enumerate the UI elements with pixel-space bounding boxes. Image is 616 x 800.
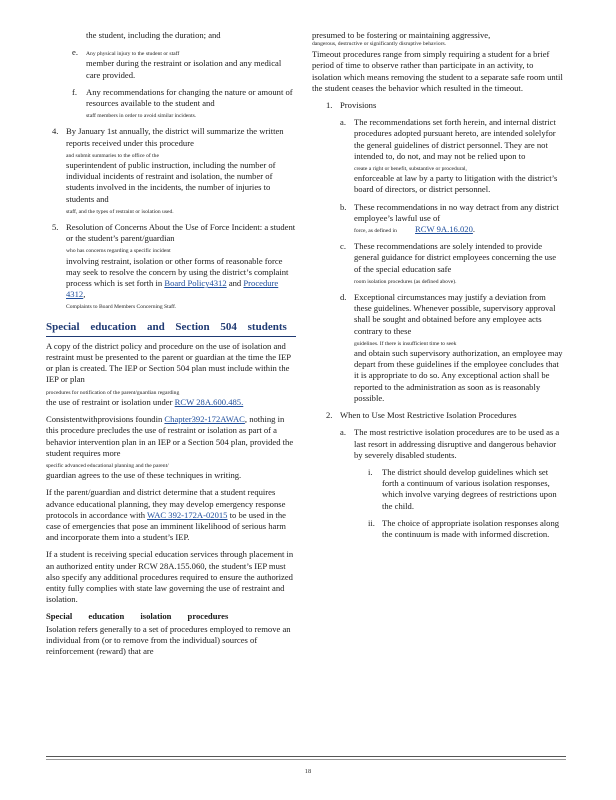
list-marker: 5. — [52, 222, 59, 233]
para-text-rest: guardian agrees to the use of these techniques in writing. — [46, 470, 242, 481]
page-number: 18 — [304, 768, 312, 775]
para-text: , nothing in this procedure precludes the use of restraint or isolation as part of a behavior intervention plan in an IEP or a Section 504 plan, provided the student requires more — [46, 414, 294, 458]
item-label: Provisions — [340, 100, 377, 111]
para-lead: Consistentwithprovisions foundin — [46, 414, 163, 425]
item-text: Any recommendations for changing the nature or amount of resources available to the student and — [86, 86, 293, 109]
wac-link[interactable]: WAC 392-172A-02015 — [147, 509, 228, 520]
para-text: A copy of the district policy and procedure on the use of isolation and restraint must be presented to the parent or guardian at the time the IEP or plan is created. The IEP or Section 504 plan must include within the IEP or plan — [46, 340, 291, 385]
small-text: Any physical injury to the student or staff — [86, 51, 180, 58]
list-marker: a. — [340, 427, 346, 438]
small-text: who has concerns regarding a specific incident — [66, 248, 171, 255]
small-text: staff, and the types of restraint or isolation used. — [66, 208, 174, 215]
paragraph-iep-copy — [46, 341, 296, 408]
footer-rule-thin — [46, 759, 566, 760]
paragraph-timeout: Timeout procedures range from simply requiring a student for a brief period of time to observe rather than participate in an activity, to isolation which means removing the student to a separate safe room until the student ceases the behavior which resulted in the timeout. — [312, 49, 563, 93]
list-item-1a — [340, 117, 564, 195]
list-item-2a-i — [368, 467, 564, 512]
para-text-rest: the use of restraint or isolation under — [46, 396, 173, 407]
item-text: Resolution of Concerns About the Use of Force Incident: a student or the student’s parent/guardian — [66, 222, 296, 244]
list-item-2a-ii — [368, 518, 564, 540]
list-item-f — [72, 87, 296, 121]
paragraph-consistent — [46, 414, 296, 481]
list-marker: e. — [72, 47, 78, 58]
item-text-rest: superintendent of public instruction, including the number of individual incidents of restraint and isolation, the number of students involved in the incidents, the number of injuries to students and — [66, 160, 276, 204]
wac-chapter-link[interactable]: Chapter392-172AWAC — [164, 414, 245, 425]
small-text: procedures for notification of the parent/guardian regarding — [46, 389, 180, 396]
rcw-9a-link[interactable]: RCW 9A.16.020 — [415, 224, 473, 235]
list-item-5 — [52, 222, 296, 312]
list-marker: i. — [368, 466, 373, 477]
list-marker: f. — [72, 86, 78, 97]
left-column — [46, 30, 296, 663]
item-text: The recommendations set forth herein, and internal district procedures adopted pursuant hereto, are intended solelyfor the general guidelines of district personnel. They are not intended to, do not, and may not be relied upon to — [354, 117, 556, 161]
item-text: These recommendations are solely intended to provide general guidance for district employees concerning the use of the special education safe — [354, 241, 557, 274]
para-text: If the parent/guardian and district determine that a student requires advance educational planning, they may develop emergency response protocols in accordance with — [46, 487, 286, 520]
board-policy-link[interactable]: Board Policy4312 — [164, 278, 227, 289]
list-marker: c. — [340, 241, 346, 252]
paragraph-isolation: Isolation refers generally to a set of procedures employed to remove an individual from (or to remove from the individual) sources of reinforcement (reward) that are — [46, 623, 291, 656]
list-item-2 — [326, 410, 564, 421]
item-text: Exceptional circumstances may justify a deviation from these guidelines. Whenever possible, supervisory approval shall be sought and obtained before any employee acts contrary to these — [354, 292, 556, 336]
item-text-rest: enforceable at law by a party to litigation with the district’s board of directors, or district personnel. — [354, 173, 558, 195]
item-label: When to Use Most Restrictive Isolation Procedures — [340, 410, 517, 421]
item-text-rest: and obtain such supervisory authorization, an employee may depart from these guidelines if the employee concludes that it is appropriate to do so. Any exceptional action shall be reported to the administration as soon as is reasonably possible. — [354, 348, 563, 403]
paragraph-authorized-entity: If a student is receiving special education services through placement in an authorized entity under RCW 28A.155.060, the student’s IEP must also specify any additional procedures required to ensure the authorized entity fully complies with state law governing the use of restraint and isolation. — [46, 549, 294, 605]
conjunction: and — [228, 278, 242, 289]
small-text: create a right or benefit, substantive or procedural, — [354, 166, 467, 173]
list-item-1 — [326, 100, 564, 111]
item-text-rest: involving restraint, isolation or other forms of reasonable force may seek to resolve the concern by using the district’s complaint process which is set forth in — [66, 255, 289, 289]
small-text: force, as defined in — [354, 228, 397, 235]
list-item-4 — [52, 126, 296, 216]
continued-text: the student, including the duration; and — [86, 30, 221, 40]
footer-rule — [46, 756, 566, 757]
list-marker: b. — [340, 201, 347, 212]
item-text: member during the restraint or isolation and any medical care provided. — [86, 58, 282, 80]
item-text: The choice of appropriate isolation responses along the continuum is made with informed discretion. — [382, 517, 560, 539]
subheading: Special education isolation procedures — [46, 611, 229, 622]
list-marker: d. — [340, 292, 347, 303]
period: . — [472, 224, 476, 235]
small-text: dangerous, destructive or significantly disruptive behaviors. — [312, 41, 447, 48]
continued-text: presumed to be fostering or maintaining aggressive, — [312, 30, 491, 40]
small-text: staff members in order to avoid similar incidents. — [86, 113, 197, 120]
right-column — [312, 30, 564, 546]
paragraph-advance-planning — [46, 487, 296, 543]
small-text: Complaints to Board Members Concerning Staff. — [66, 304, 177, 311]
list-item-1c — [340, 241, 564, 286]
item-text: The district should develop guidelines which set forth a continuum of various isolation responses, which involve varying degrees of restrictions upon the child. — [382, 466, 557, 511]
list-marker: ii. — [368, 517, 375, 528]
list-item-1b — [340, 202, 564, 236]
section-heading: Special education and Section 504 students — [46, 322, 296, 337]
item-text: These recommendations in no way detract from any district employee’s lawful use of — [354, 201, 559, 223]
rcw-link[interactable]: RCW 28A.600.485. — [174, 396, 244, 407]
list-marker: 2. — [326, 410, 333, 421]
small-text: specific advanced educational planning and the parent/ — [46, 462, 169, 469]
comma: , — [83, 289, 86, 300]
list-item-e — [72, 47, 296, 81]
small-text: room isolation procedures (as defined above). — [354, 278, 457, 285]
procedure-link[interactable]: Procedure 4312 — [66, 278, 279, 300]
list-item-2a — [340, 427, 564, 461]
list-marker: 4. — [52, 126, 59, 137]
list-item-1d — [340, 292, 564, 404]
list-marker: 1. — [326, 100, 333, 111]
para-text-rest: to be used in the case of emergencies that pose an imminent likelihood of serious harm and incorporate them into a student’s IEP. — [46, 509, 286, 543]
small-text: and submit summaries to the office of the — [66, 152, 159, 159]
list-marker: a. — [340, 117, 346, 128]
small-text: guidelines. If there is insufficient time to seek — [354, 340, 457, 347]
item-text: By January 1st annually, the district will summarize the written reports received under this procedure — [66, 126, 284, 148]
item-text: The most restrictive isolation procedures are to be used as a last resort in addressing disruptive and dangerous behavior by severely disabled students. — [354, 427, 560, 460]
